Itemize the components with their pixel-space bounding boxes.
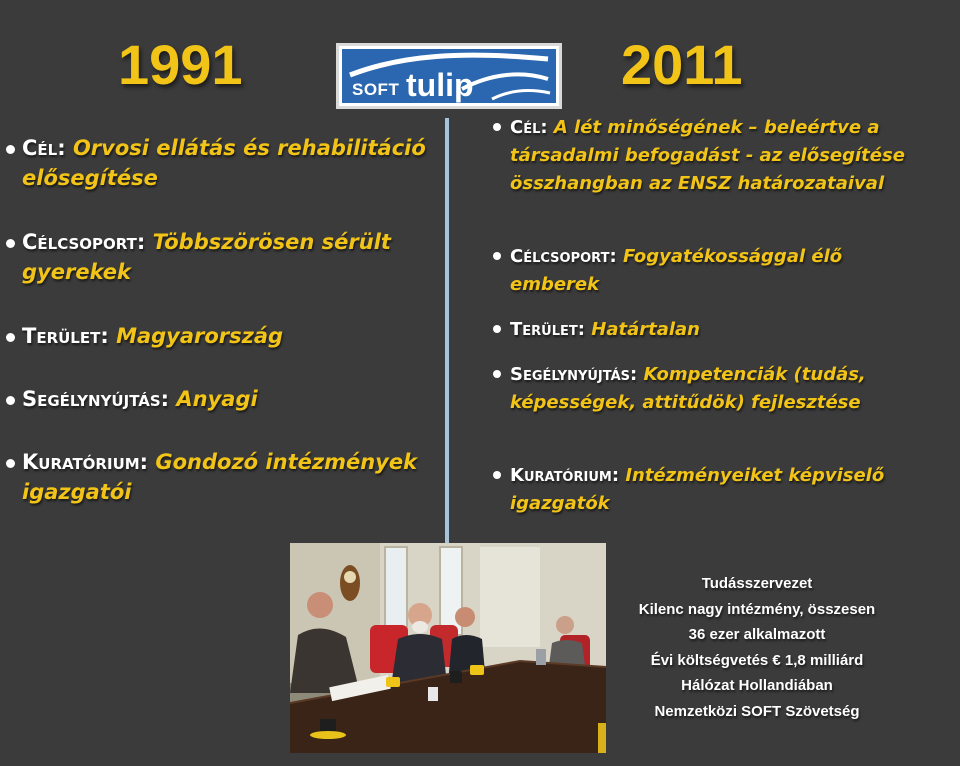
- bullet-icon: [493, 471, 501, 479]
- list-item-1991-terulet: [6, 321, 426, 351]
- bullet-icon: [493, 123, 501, 131]
- fact-item: Évi költségvetés € 1,8 milliárd: [650, 651, 864, 669]
- item-value: A lét minőségének – beleértve a társadalmi befogadást - az elősegítése összhangban az ENSZ határozataival: [510, 117, 905, 194]
- list-item-2011-celcsoport: [493, 243, 933, 299]
- facts-list: [612, 571, 902, 724]
- list-item-2011-segelynyujtas: [493, 361, 933, 417]
- item-value: Határtalan: [591, 319, 700, 340]
- list-item-text: [510, 316, 933, 344]
- list-item-text: [22, 133, 426, 193]
- logo-background: [342, 49, 556, 103]
- list-item-1991-celcsoport: [6, 227, 426, 287]
- bullet-icon: [6, 239, 15, 248]
- list-item-text: [510, 114, 933, 198]
- list-item-text: [510, 243, 933, 299]
- fact-item: Nemzetközi SOFT Szövetség: [654, 702, 860, 720]
- item-value: Fogyatékossággal élő emberek: [510, 246, 843, 295]
- item-key: Kuratórium:: [510, 465, 620, 486]
- list-item-text: [510, 462, 933, 518]
- list-item-text: [22, 321, 426, 351]
- bullet-icon: [493, 252, 501, 260]
- item-key: Célcsoport:: [510, 246, 617, 267]
- item-key: Segélynyújtás:: [510, 364, 638, 385]
- list-item-1991-kuratorium: [6, 447, 426, 507]
- year-2011-heading: 2011: [621, 33, 743, 96]
- meeting-photo: [290, 543, 606, 753]
- timeline-divider: [445, 118, 449, 543]
- fact-item: Tudásszervezet: [701, 575, 813, 592]
- bullet-icon: [6, 396, 15, 405]
- item-key: Célcsoport:: [22, 230, 146, 254]
- item-value: Többszörösen sérült gyerekek: [22, 230, 391, 284]
- list-item-2011-terulet: [493, 316, 933, 344]
- logo-text-tulip: tulip: [406, 67, 474, 103]
- item-value: Kompetenciák (tudás, képességek, attitűdök) fejlesztése: [510, 364, 866, 413]
- logo-text-soft: SOFT: [352, 80, 400, 99]
- bullet-icon: [493, 370, 501, 378]
- list-item-text: [22, 384, 426, 414]
- item-value: Gondozó intézmények igazgatói: [22, 450, 418, 504]
- item-value: Anyagi: [176, 387, 258, 411]
- list-item-1991-segelynyujtas: [6, 384, 426, 414]
- item-key: Cél:: [510, 117, 548, 138]
- item-value: Orvosi ellátás és rehabilitáció elősegítése: [22, 136, 426, 190]
- list-item-text: [22, 447, 426, 507]
- bullet-icon: [6, 145, 15, 154]
- list-item-text: [22, 227, 426, 287]
- list-item-2011-kuratorium: [493, 462, 933, 518]
- fact-item: Hálózat Hollandiában: [681, 677, 833, 694]
- item-key: Cél:: [22, 136, 66, 160]
- item-key: Terület:: [22, 324, 109, 348]
- list-item-text: [510, 361, 933, 417]
- list-item-1991-cel: [6, 133, 426, 193]
- bullet-icon: [6, 459, 15, 468]
- list-item-2011-cel: [493, 114, 933, 198]
- bullet-icon: [493, 325, 501, 333]
- fact-item: Kilenc nagy intézmény, összesen: [638, 600, 876, 618]
- year-1991-heading: 1991: [118, 33, 243, 96]
- soft-tulip-logo: [336, 43, 562, 109]
- bullet-icon: [6, 333, 15, 342]
- item-key: Segélynyújtás:: [22, 387, 170, 411]
- fact-item: 36 ezer alkalmazott: [688, 626, 826, 643]
- item-key: Kuratórium:: [22, 450, 149, 474]
- item-value: Magyarország: [116, 324, 284, 348]
- meeting-photo-illustration: [290, 543, 606, 753]
- item-value: Intézményeiket képviselő igazgatók: [510, 465, 885, 514]
- item-key: Terület:: [510, 319, 585, 340]
